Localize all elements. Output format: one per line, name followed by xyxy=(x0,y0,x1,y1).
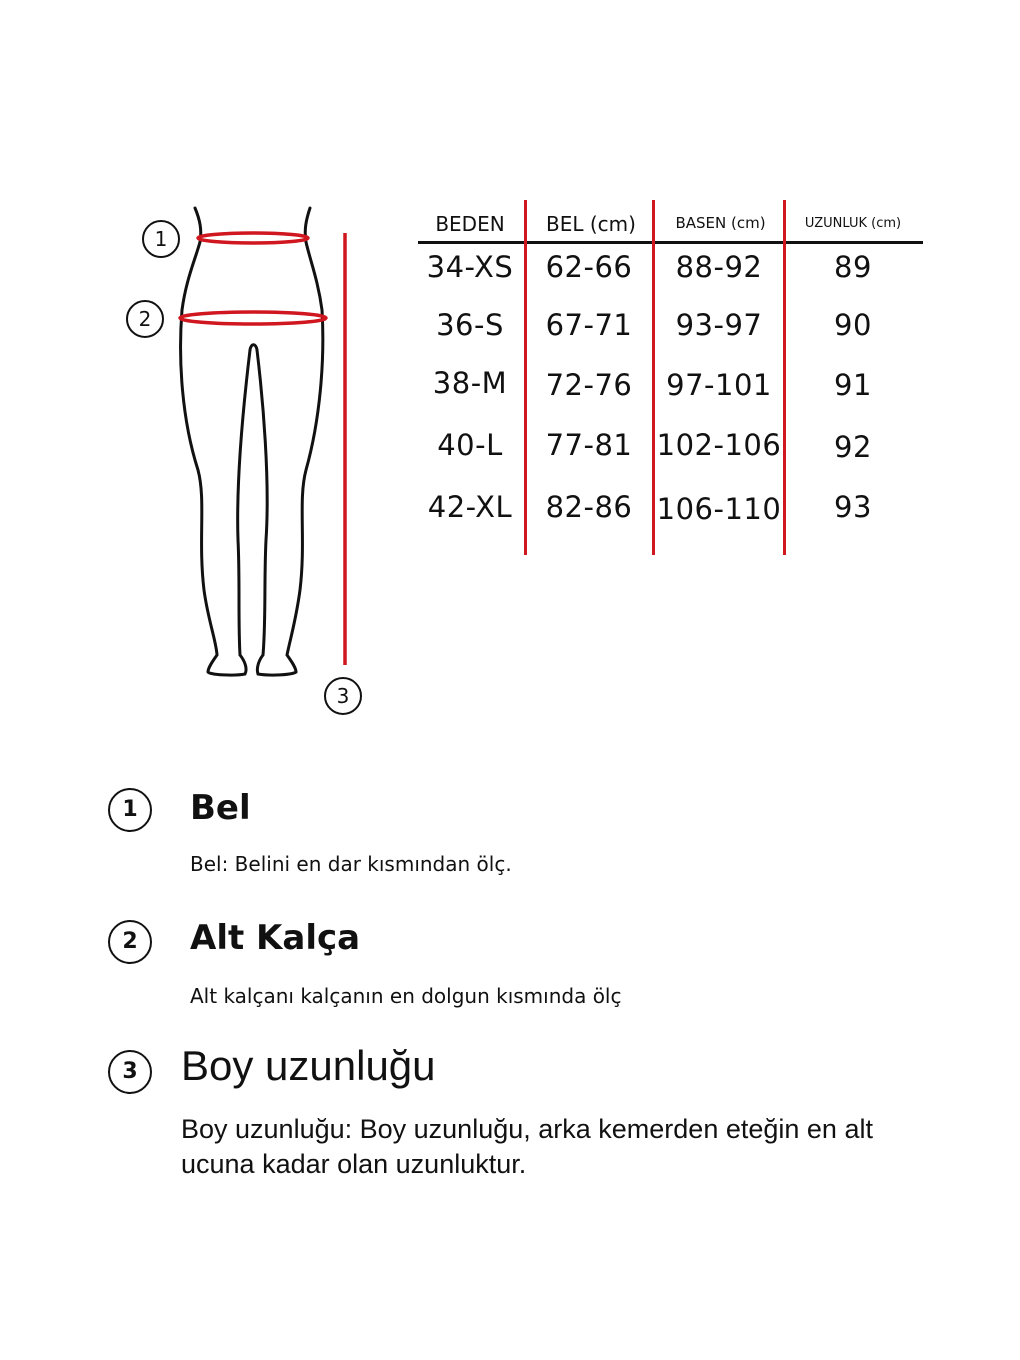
cell-size: 38-M xyxy=(432,366,508,400)
cell-uzunluk: 93 xyxy=(834,490,872,524)
section-title: Boy uzunluğu xyxy=(181,1042,436,1089)
header-uzunluk: UZUNLUK (cm) xyxy=(804,216,902,231)
cell-basen: 97-101 xyxy=(666,368,772,402)
cell-size: 34-XS xyxy=(426,250,514,284)
cell-bel: 82-86 xyxy=(545,490,633,524)
cell-bel: 62-66 xyxy=(545,250,633,284)
cell-uzunluk: 89 xyxy=(834,250,872,284)
marker-3-icon: 3 xyxy=(108,1050,152,1094)
marker-1-icon: 1 xyxy=(108,788,152,832)
cell-basen: 106-110 xyxy=(656,492,782,526)
marker-2-icon: 2 xyxy=(126,300,164,338)
section-title: Alt Kalça xyxy=(190,918,361,958)
legs-outline-icon xyxy=(120,200,380,720)
header-bel: BEL (cm) xyxy=(546,212,636,236)
cell-size: 42-XL xyxy=(427,490,513,524)
cell-size: 40-L xyxy=(437,428,503,462)
cell-basen: 93-97 xyxy=(675,308,763,342)
column-divider xyxy=(524,200,527,555)
cell-basen: 88-92 xyxy=(675,250,763,284)
header-beden: BEDEN xyxy=(435,212,505,236)
body-measurement-figure xyxy=(120,200,380,720)
cell-uzunluk: 92 xyxy=(834,430,872,464)
cell-bel: 67-71 xyxy=(545,308,633,342)
cell-basen: 102-106 xyxy=(656,428,782,462)
section-description: Boy uzunluğu: Boy uzunluğu, arka kemerden eteğin en alt ucuna kadar olan uzunluktur. xyxy=(181,1114,873,1179)
marker-3-icon: 3 xyxy=(324,677,362,715)
section-description: Alt kalçanı kalçanın en dolgun kısmında ölç xyxy=(190,984,622,1008)
header-divider xyxy=(418,241,923,244)
section-title: Bel xyxy=(190,788,251,828)
marker-1-icon: 1 xyxy=(142,220,180,258)
cell-uzunluk: 91 xyxy=(834,368,872,402)
cell-uzunluk: 90 xyxy=(834,308,872,342)
cell-bel: 72-76 xyxy=(545,368,633,402)
column-divider xyxy=(652,200,655,555)
section-description: Bel: Belini en dar kısmından ölç. xyxy=(190,852,512,876)
cell-size: 36-S xyxy=(436,308,504,342)
cell-bel: 77-81 xyxy=(545,428,633,462)
size-table xyxy=(418,200,923,560)
header-basen: BASEN (cm) xyxy=(675,214,766,232)
marker-2-icon: 2 xyxy=(108,920,152,964)
